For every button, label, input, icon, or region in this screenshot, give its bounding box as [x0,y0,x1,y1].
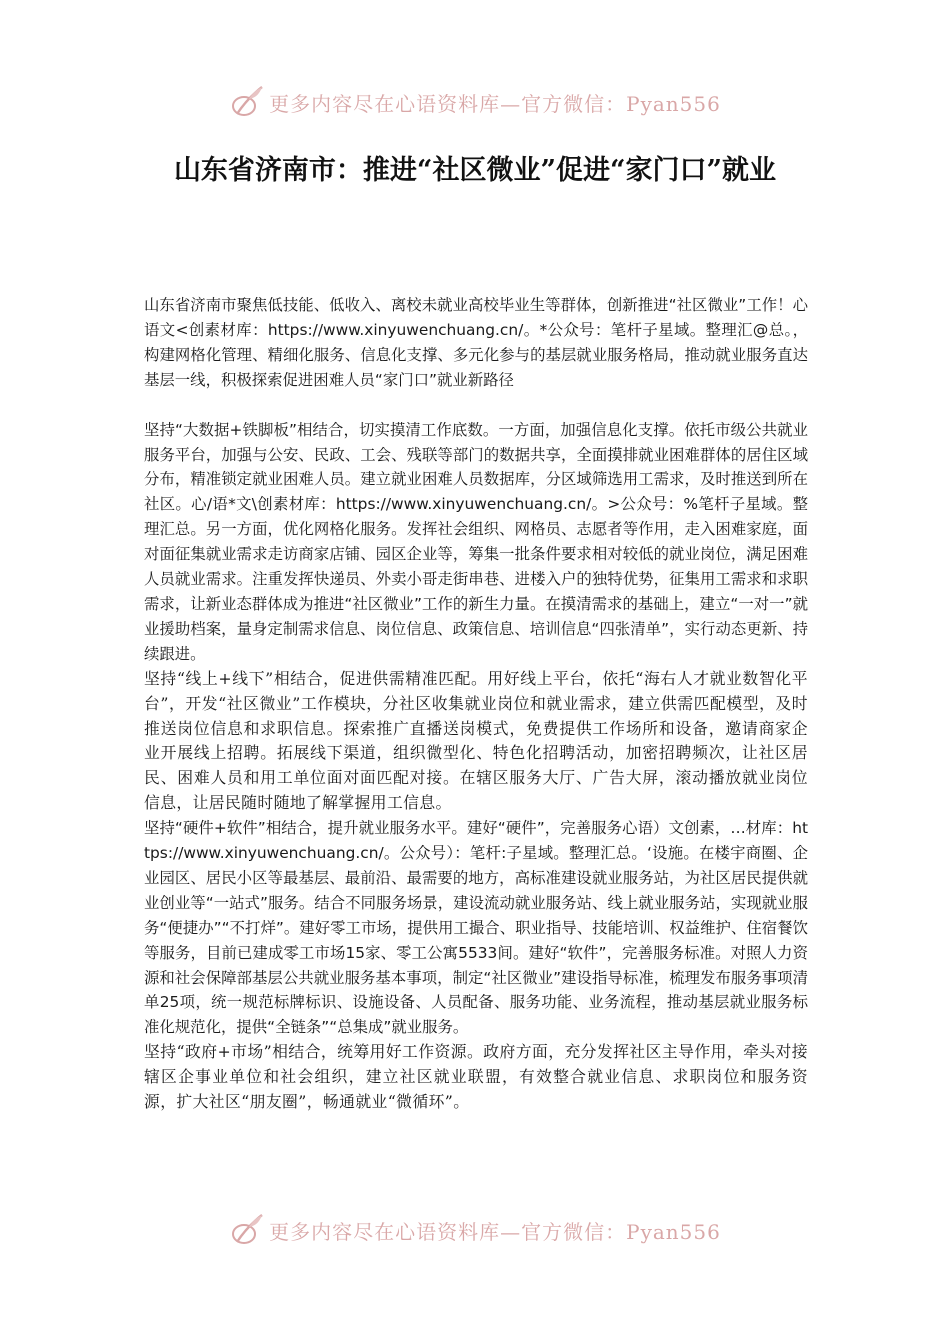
watermark-text: 更多内容尽在心语资料库—官方微信：Pyan556 [269,91,721,116]
document-title: 山东省济南市：推进“社区微业”促进“家门口”就业 [173,155,777,186]
watermark-text: 更多内容尽在心语资料库—官方微信：Pyan556 [269,1219,721,1244]
paragraph-hardware-software: 坚持“硬件+软件”相结合，提升就业服务水平。建好“硬件”，完善服务心语）文创素，…材库：https://www.xinyuwenchuang.cn/。公众号）：笔杆:子星域。整理汇总。‘设施。在楼宇商圈、企业园区、居民小区等最基层、最前沿、最需要的地方，高标准建设就业服务站，为社区居民提供就业创业等“一站式”服务。结合不同服务场景，建设流动就业服务站、线上就业服务站，实现就业服务“便捷办”“不打烊”。建好零工市场，提供用工撮合、职业指导、技能培训、权益维护、住宿餐饮等服务，目前已建成零工市场15家、零工公寓5533间。建好“软件”，完善服务标准。对照人力资源和社会保障部基层公共就业服务基本事项，制定“社区微业”建设指导标准，梳理发布服务事项清单25项，统一规范标牌标识、设施设备、人员配备、服务功能、业务流程，推动基层就业服务标准化规范化，提供“全链条”“总集成”就业服务。 [144,819,808,1037]
feather-logo-icon [229,1212,265,1248]
paragraph-government-market: 坚持“政府+市场”相结合，统筹用好工作资源。政府方面，充分发挥社区主导作用，牵头对接辖区企事业单位和社会组织，建立社区就业联盟，有效整合就业信息、求职岗位和服务资源，扩大社区“朋友圈”，畅通就业“微循环”。 [144,1042,808,1112]
paragraph-online-offline: 坚持“线上+线下”相结合，促进供需精准匹配。用好线上平台，依托“海右人才就业数智化平台”，开发“社区微业”工作模块，分社区收集就业岗位和就业需求，建立供需匹配模型，及时推送岗位信息和求职信息。探索推广直播送岗模式，免费提供工作场所和设备，邀请商家企业开展线上招聘。拓展线下渠道，组织微型化、特色化招聘活动，加密招聘频次，让社区居民、困难人员和用工单位面对面匹配对接。在辖区服务大厅、广告大屏，滚动播放就业岗位信息，让居民随时随地了解掌握用工信息。 [144,668,808,813]
footer-watermark-banner [0,1210,950,1250]
paragraph-intro: 山东省济南市聚焦低技能、低收入、离校未就业高校毕业生等群体，创新推进“社区微业”工作！心语文<创素材库：https://www.xinyuwenchuang.cn/。*公众号：笔杆子星域。整理汇@总。，构建网格化管理、精细化服务、信息化支撑、多元化参与的基层就业服务格局，推动就业服务直达基层一线，积极探索促进困难人员“家门口”就业新路径 [144,296,808,389]
feather-logo-icon [229,84,265,120]
paragraph-big-data: 坚持“大数据+铁脚板”相结合，切实摸清工作底数。一方面，加强信息化支撑。依托市级公共就业服务平台，加强与公安、民政、工会、残联等部门的数据共享，全面摸排就业困难群体的居住区域分布，精准锁定就业困难人员。建立就业困难人员数据库，分区域筛选用工需求，及时推送到所在社区。心/语*文\创素材库：https://www.xinyuwenchuang.cn/。>公众号：%笔杆子星域。整理汇总。另一方面，优化网格化服务。发挥社会组织、网格员、志愿者等作用，走入困难家庭，面对面征集就业需求走访商家店铺、园区企业等，筹集一批条件要求相对较低的就业岗位，满足困难人员就业需求。注重发挥快递员、外卖小哥走街串巷、进楼入户的独特优势，征集用工需求和求职需求，让新业态群体成为推进“社区微业”工作的新生力量。在摸清需求的基础上，建立“一对一”就业援助档案，量身定制需求信息、岗位信息、政策信息、培训信息“四张清单”，实行动态更新、持续跟进。 [144,420,808,663]
header-watermark-banner [0,82,950,122]
document-body [144,293,808,1115]
